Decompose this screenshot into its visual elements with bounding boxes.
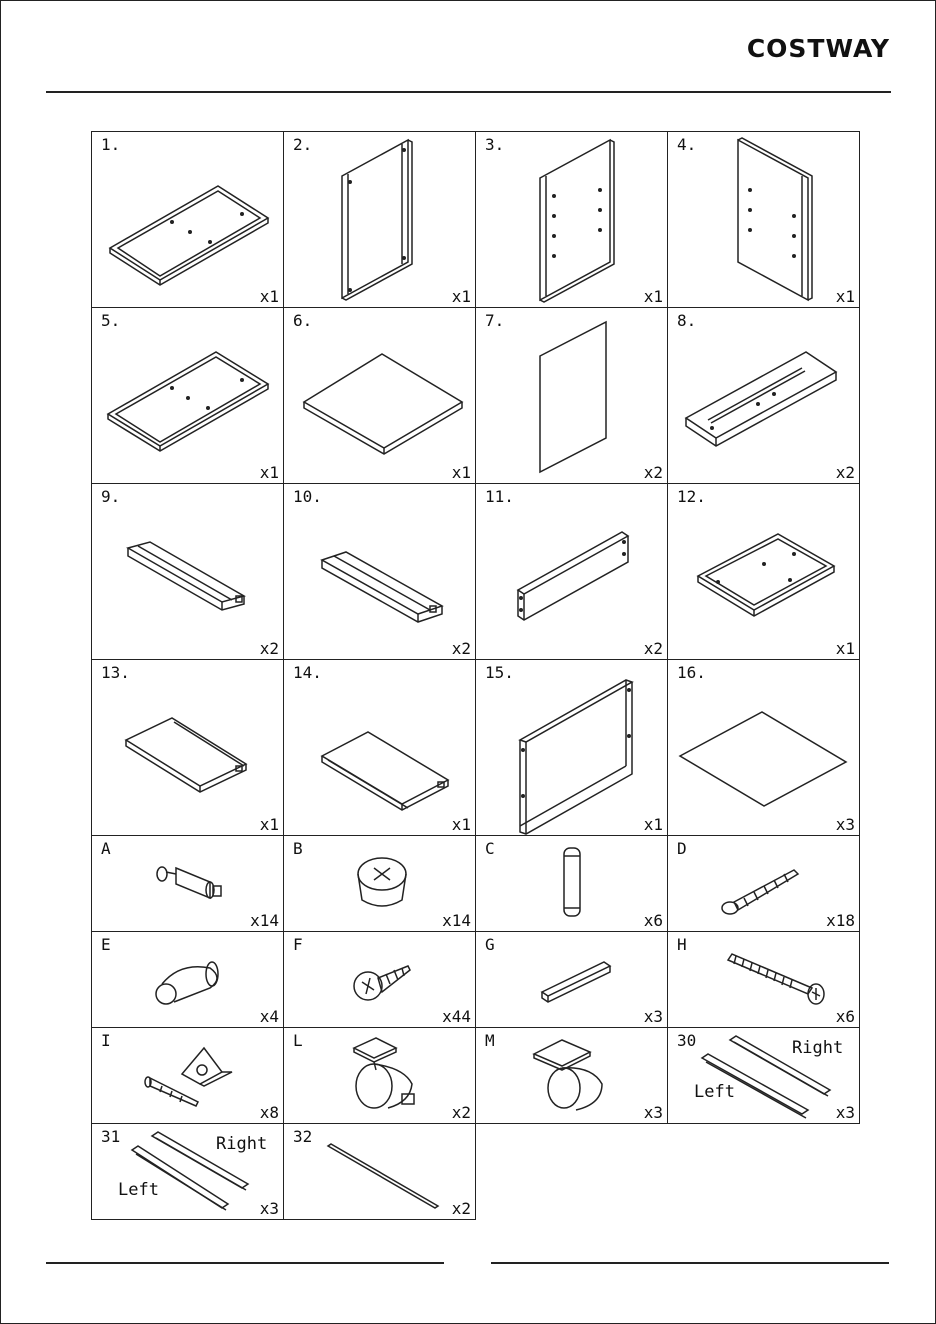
part-quantity: x1 xyxy=(259,287,279,306)
part-quantity: x2 xyxy=(643,463,663,482)
hardware-cell-c xyxy=(475,835,668,932)
thin-board-illustration xyxy=(668,660,861,837)
part-quantity: x1 xyxy=(451,287,471,306)
part-quantity: x1 xyxy=(259,815,279,834)
hardware-quantity: x3 xyxy=(643,1103,663,1122)
wood-dowel-icon xyxy=(476,836,669,933)
part-label: 3. xyxy=(485,135,505,154)
slide-label: 32 xyxy=(293,1127,313,1146)
hardware-quantity: x2 xyxy=(451,1103,471,1122)
part-label: 12. xyxy=(677,487,706,506)
part-cell-13 xyxy=(91,659,284,836)
footer-rule-left xyxy=(46,1262,444,1264)
panel-illustration xyxy=(92,132,285,309)
part-label: 2. xyxy=(293,135,313,154)
furniture-foot-icon xyxy=(92,932,285,1029)
part-cell-6 xyxy=(283,307,476,484)
anti-tip-kit-icon xyxy=(92,1028,285,1125)
hardware-label: H xyxy=(677,935,687,954)
side-panel-illustration xyxy=(668,132,861,309)
hardware-cell-a xyxy=(91,835,284,932)
hardware-cell-i xyxy=(91,1027,284,1124)
rail-board-illustration xyxy=(284,660,477,837)
hardware-label: F xyxy=(293,935,303,954)
side-panel-illustration xyxy=(476,132,669,309)
hardware-label: L xyxy=(293,1031,303,1050)
part-quantity: x1 xyxy=(643,815,663,834)
part-label: 15. xyxy=(485,663,514,682)
part-cell-16 xyxy=(667,659,860,836)
grooved-board-illustration xyxy=(668,308,861,485)
part-cell-14 xyxy=(283,659,476,836)
brand-logo: COSTWAY xyxy=(746,34,890,63)
slide-label: 30 xyxy=(677,1031,697,1050)
hardware-label: B xyxy=(293,839,303,858)
hardware-label: G xyxy=(485,935,495,954)
slide-left-label: Left xyxy=(118,1180,159,1200)
slide-label: 31 xyxy=(101,1127,121,1146)
part-cell-11 xyxy=(475,483,668,660)
hardware-cell-d xyxy=(667,835,860,932)
slide-quantity: x3 xyxy=(835,1103,855,1122)
rail-board-illustration xyxy=(476,484,669,661)
part-quantity: x2 xyxy=(835,463,855,482)
hardware-label: I xyxy=(101,1031,111,1050)
hardware-quantity: x14 xyxy=(442,911,471,930)
part-label: 5. xyxy=(101,311,121,330)
part-cell-9 xyxy=(91,483,284,660)
header-rule xyxy=(46,91,891,93)
hardware-cell-e xyxy=(91,931,284,1028)
part-cell-10 xyxy=(283,483,476,660)
panel-illustration xyxy=(92,308,285,485)
shelf-illustration xyxy=(284,308,477,485)
slide-right-label: Right xyxy=(792,1038,844,1058)
part-cell-7 xyxy=(475,307,668,484)
hardware-quantity: x8 xyxy=(259,1103,279,1122)
part-quantity: x1 xyxy=(835,639,855,658)
hardware-quantity: x14 xyxy=(250,911,279,930)
panel-illustration xyxy=(668,484,861,661)
slide-cell-32 xyxy=(283,1123,476,1220)
part-quantity: x1 xyxy=(835,287,855,306)
part-label: 16. xyxy=(677,663,706,682)
part-cell-1 xyxy=(91,131,284,308)
slide-quantity: x3 xyxy=(259,1199,279,1218)
part-cell-3 xyxy=(475,131,668,308)
part-quantity: x1 xyxy=(451,815,471,834)
part-label: 7. xyxy=(485,311,505,330)
hardware-label: E xyxy=(101,935,111,954)
part-label: 8. xyxy=(677,311,697,330)
hardware-cell-b xyxy=(283,835,476,932)
part-label: 10. xyxy=(293,487,322,506)
plastic-strip-icon xyxy=(476,932,669,1029)
slide-cell-30 xyxy=(667,1027,860,1124)
part-cell-12 xyxy=(667,483,860,660)
side-panel-illustration xyxy=(284,132,477,309)
slide-cell-31 xyxy=(91,1123,284,1220)
hardware-quantity: x3 xyxy=(643,1007,663,1026)
part-quantity: x1 xyxy=(259,463,279,482)
slide-quantity: x2 xyxy=(451,1199,471,1218)
part-quantity: x3 xyxy=(835,815,855,834)
hardware-label: M xyxy=(485,1031,495,1050)
hardware-cell-f xyxy=(283,931,476,1028)
brake-caster-icon xyxy=(284,1028,477,1125)
hardware-cell-m xyxy=(475,1027,668,1124)
hardware-label: C xyxy=(485,839,495,858)
part-label: 9. xyxy=(101,487,121,506)
hardware-label: D xyxy=(677,839,687,858)
part-quantity: x1 xyxy=(451,463,471,482)
footer-rule-right xyxy=(491,1262,889,1264)
part-cell-15 xyxy=(475,659,668,836)
hardware-quantity: x4 xyxy=(259,1007,279,1026)
rail-board-illustration xyxy=(284,484,477,661)
metal-rod-icon xyxy=(284,1124,477,1221)
hardware-quantity: x44 xyxy=(442,1007,471,1026)
part-label: 4. xyxy=(677,135,697,154)
part-cell-8 xyxy=(667,307,860,484)
rail-board-illustration xyxy=(92,484,285,661)
part-label: 13. xyxy=(101,663,130,682)
hardware-cell-h xyxy=(667,931,860,1028)
part-cell-2 xyxy=(283,131,476,308)
part-quantity: x2 xyxy=(643,639,663,658)
back-board-illustration xyxy=(476,308,669,485)
part-label: 1. xyxy=(101,135,121,154)
panel-illustration xyxy=(476,660,669,837)
part-label: 6. xyxy=(293,311,313,330)
slide-right-label: Right xyxy=(216,1134,268,1154)
part-quantity: x2 xyxy=(259,639,279,658)
slide-left-label: Left xyxy=(694,1082,735,1102)
part-quantity: x1 xyxy=(643,287,663,306)
part-cell-5 xyxy=(91,307,284,484)
hardware-label: A xyxy=(101,839,111,858)
hardware-cell-l xyxy=(283,1027,476,1124)
part-label: 14. xyxy=(293,663,322,682)
part-label: 11. xyxy=(485,487,514,506)
rail-board-illustration xyxy=(92,660,285,837)
part-quantity: x2 xyxy=(451,639,471,658)
hardware-quantity: x6 xyxy=(643,911,663,930)
hardware-quantity: x6 xyxy=(835,1007,855,1026)
machine-bolt-icon xyxy=(668,932,861,1029)
hardware-quantity: x18 xyxy=(826,911,855,930)
hardware-cell-g xyxy=(475,931,668,1028)
part-cell-4 xyxy=(667,131,860,308)
caster-wheel-icon xyxy=(476,1028,669,1125)
